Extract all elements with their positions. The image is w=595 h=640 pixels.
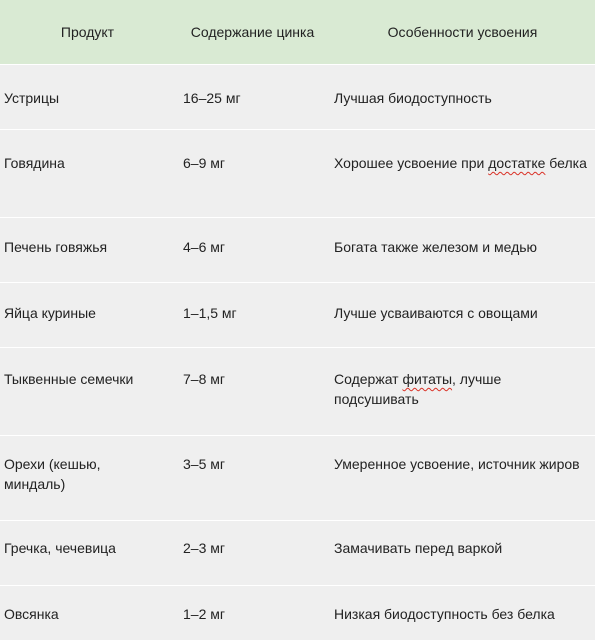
product-cell: Гречка, чечевица <box>4 540 116 556</box>
zinc-cell: 1–1,5 мг <box>183 305 237 321</box>
table-row <box>0 436 595 521</box>
table-row <box>0 586 595 640</box>
product-cell: Яйца куриные <box>4 305 96 321</box>
header-product: Продукт <box>60 24 115 40</box>
header-absorption: Особенности усвоения <box>387 24 538 40</box>
absorption-cell: Замачивать перед варкой <box>334 540 503 556</box>
zinc-cell: 4–6 мг <box>183 239 225 255</box>
table-header-row <box>0 0 595 65</box>
product-cell: Устрицы <box>4 90 60 106</box>
product-cell: Говядина <box>4 155 65 171</box>
absorption-cell: Хорошее усвоение при достатке белка <box>334 155 587 171</box>
absorption-cell: Лучше усваиваются с овощами <box>334 305 538 321</box>
table-row <box>0 65 595 130</box>
absorption-cell: Лучшая биодоступность <box>334 90 492 106</box>
header-zinc-content: Содержание цинка <box>190 24 315 40</box>
absorption-cell: Богата также железом и медью <box>334 239 538 255</box>
table-row <box>0 348 595 436</box>
absorption-cell: Умеренное усвоение, источник жиров <box>334 456 580 472</box>
table-row <box>0 521 595 586</box>
zinc-cell: 1–2 мг <box>183 606 225 622</box>
table-row <box>0 283 595 348</box>
absorption-cell: Низкая биодоступность без белка <box>334 606 555 622</box>
table-row <box>0 218 595 283</box>
absorption-cell: Содержат фитаты, лучше подсушивать <box>334 371 502 407</box>
product-cell: Тыквенные семечки <box>4 371 134 387</box>
product-cell: Печень говяжья <box>4 239 108 255</box>
zinc-cell: 16–25 мг <box>183 90 241 106</box>
table-row <box>0 130 595 218</box>
product-cell: Орехи (кешью, миндаль) <box>4 456 101 492</box>
zinc-cell: 6–9 мг <box>183 155 225 171</box>
product-cell: Овсянка <box>4 606 59 622</box>
zinc-cell: 2–3 мг <box>183 540 225 556</box>
zinc-cell: 3–5 мг <box>183 456 225 472</box>
zinc-cell: 7–8 мг <box>183 371 225 387</box>
